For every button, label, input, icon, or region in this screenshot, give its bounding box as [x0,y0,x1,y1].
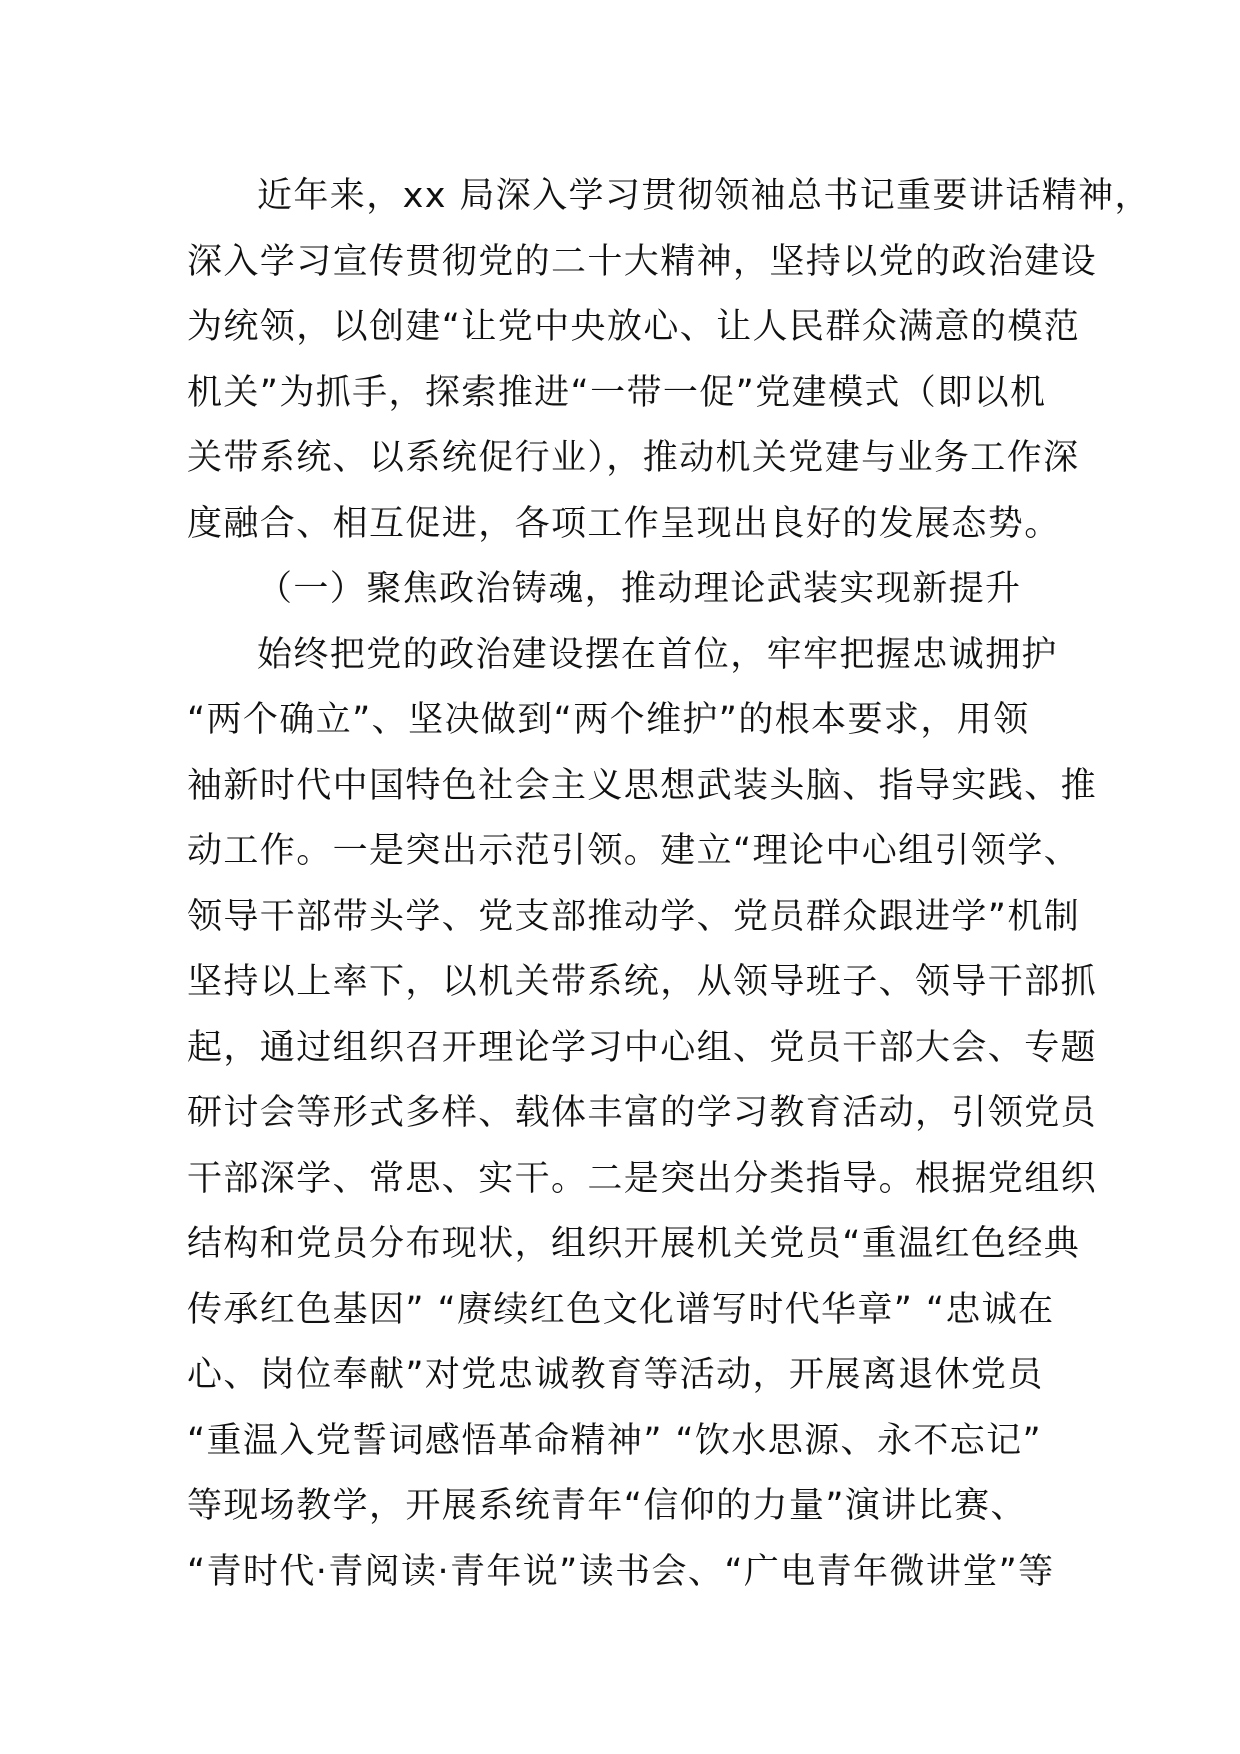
body-paragraph-line: 袖新时代中国特色社会主义思想武装头脑、指导实践、推 [187,765,1098,806]
body-paragraph-line: 传承红色基因” “赓续红色文化谱写时代华章” “忠诚在 [187,1289,1055,1330]
body-paragraph-line: “两个确立”、坚决做到“两个维护”的根本要求，用领 [187,700,1030,740]
body-paragraph-line: 心、岗位奉献”对党忠诚教育等活动，开展离退休党员 [187,1355,1044,1395]
intro-paragraph-line: 机关”为抓手，探索推进“一带一促”党建模式（即以机 [187,372,1047,413]
body-paragraph-line: 结构和党员分布现状，组织开展机关党员“重温红色经典 [187,1224,1081,1264]
body-paragraph-line: 动工作。一是突出示范引领。建立“理论中心组引领学、 [187,831,1081,871]
body-paragraph-line: 领导干部带头学、党支部推动学、党员群众跟进学”机制 [187,896,1081,937]
body-paragraph-line: 等现场教学，开展系统青年“信仰的力量”演讲比赛、 [187,1486,1027,1526]
section-heading: （一）聚焦政治铸魂，推动理论武装实现新提升 [257,569,1022,609]
intro-paragraph-line: 度融合、相互促进，各项工作呈现出良好的发展态势。 [187,503,1061,544]
body-paragraph-line: 始终把党的政治建设摆在首位，牢牢把握忠诚拥护 [257,634,1058,675]
intro-paragraph-line: 关带系统、以系统促行业），推动机关党建与业务工作深 [187,438,1080,478]
body-paragraph-line: 干部深学、常思、实干。二是突出分类指导。根据党组织 [187,1158,1098,1199]
intro-paragraph-line: 近年来，xx 局深入学习贯彻领袖总书记重要讲话精神， [257,176,1151,216]
body-paragraph-line: 起，通过组织召开理论学习中心组、党员干部大会、专题 [187,1027,1098,1068]
body-paragraph-line: 研讨会等形式多样、载体丰富的学习教育活动，引领党员 [187,1093,1098,1133]
body-paragraph-line: “重温入党誓词感悟革命精神” “饮水思源、永不忘记” [187,1420,1043,1461]
intro-paragraph-line: 为统领，以创建“让党中央放心、让人民群众满意的模范 [187,307,1081,347]
body-paragraph-line: “青时代·青阅读·青年说”读书会、“广电青年微讲堂”等 [187,1551,1055,1592]
document-body [187,164,1151,1605]
intro-paragraph-line: 深入学习宣传贯彻党的二十大精神，坚持以党的政治建设 [187,241,1098,282]
body-paragraph-line: 坚持以上率下，以机关带系统，从领导班子、领导干部抓 [187,962,1098,1002]
